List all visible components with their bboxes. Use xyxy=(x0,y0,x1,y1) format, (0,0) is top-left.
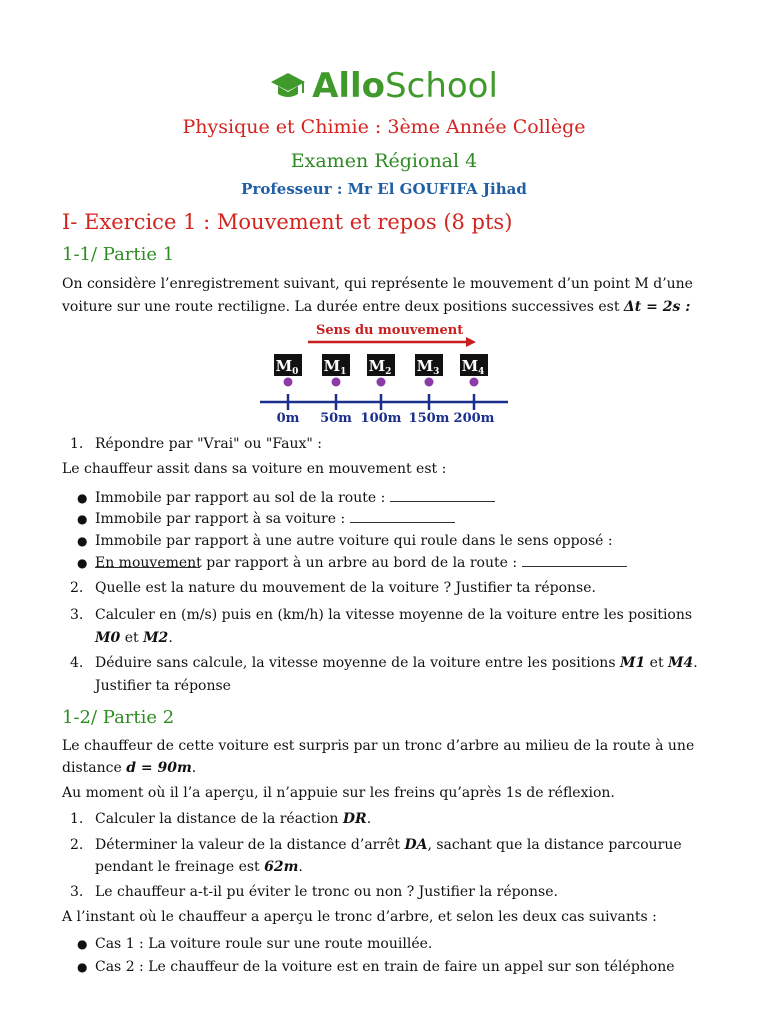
answer-blank-1[interactable] xyxy=(390,489,495,502)
answer-blank-2[interactable] xyxy=(350,510,455,523)
q3-number: 3. xyxy=(70,607,84,623)
tick-label: 150m xyxy=(408,411,450,426)
p2-q2-number: 2. xyxy=(70,837,84,853)
bullet-3: Immobile par rapport à une autre voiture qui roule dans le sens opposé : xyxy=(95,530,715,576)
q1-text: Répondre par "Vrai" ou "Faux" : xyxy=(95,436,322,452)
position-dot xyxy=(377,378,386,387)
q1-context: Le chauffeur assit dans sa voiture en mouvement est : xyxy=(62,461,447,477)
logo-school: School xyxy=(385,66,498,106)
q4-justify: Justifier ta réponse xyxy=(95,678,231,694)
bullet-icon: ● xyxy=(77,960,88,974)
answer-blank-4[interactable] xyxy=(522,554,627,567)
case-2: Cas 2 : Le chauffeur de la voiture est en train de faire un appel sur son téléphone xyxy=(95,959,675,975)
bullet-icon: ● xyxy=(77,534,88,548)
case-1: Cas 1 : La voiture roule sur une route mouillée. xyxy=(95,936,433,952)
part2-title: 1-2/ Partie 2 xyxy=(62,707,175,728)
p2-q2-text: Déterminer la valeur de la distance d’arrêt DA, sachant que la distance parcourue xyxy=(95,837,682,853)
part2-text3: A l’instant où le chauffeur a aperçu le tronc d’arbre, et selon les deux cas suivants : xyxy=(62,909,657,925)
position-dot xyxy=(470,378,479,387)
q4-number: 4. xyxy=(70,655,84,671)
bullet-1: Immobile par rapport au sol de la route : xyxy=(95,487,715,510)
bullet-icon: ● xyxy=(77,491,88,505)
position-label: $M_3$ xyxy=(416,357,440,377)
bullet-icon: ● xyxy=(77,937,88,951)
position-dot xyxy=(425,378,434,387)
bullet-icon: ● xyxy=(77,556,88,570)
position-dot xyxy=(332,378,341,387)
part1-intro-line1: On considère l’enregistrement suivant, qui représente le mouvement d’un point M d’une xyxy=(62,276,693,292)
exercise-title: I- Exercice 1 : Mouvement et repos (8 pts) xyxy=(62,210,513,234)
q2-text: Quelle est la nature du mouvement de la voiture ? Justifier ta réponse. xyxy=(95,580,596,596)
bullet-2: Immobile par rapport à sa voiture : xyxy=(95,508,715,531)
tick-label: 100m xyxy=(360,411,402,426)
p2-q3-text: Le chauffeur a-t-il pu éviter le tronc ou non ? Justifier la réponse. xyxy=(95,884,558,900)
teacher-name: Professeur : Mr El GOUFIFA Jihad xyxy=(241,180,527,198)
logo-allo: Allo xyxy=(312,66,386,106)
q3-positions: M0 et M2. xyxy=(95,630,173,646)
graduation-cap-icon xyxy=(270,71,306,101)
position-label: $M_4$ xyxy=(461,357,485,377)
delta-t-formula: Δt = 2s : xyxy=(623,299,691,315)
p2-q2-cont: pendant le freinage est 62m. xyxy=(95,859,303,875)
arrow-label: Sens du mouvement xyxy=(316,323,464,338)
exam-title: Examen Régional 4 xyxy=(290,150,478,172)
p2-q1-number: 1. xyxy=(70,811,84,827)
motion-diagram xyxy=(260,318,520,428)
alloschool-logo xyxy=(0,64,768,108)
q2-number: 2. xyxy=(70,580,84,596)
position-label: $M_0$ xyxy=(275,357,299,377)
part1-intro-line2: voiture sur une route rectiligne. La durée entre deux positions successives est Δt = 2s : xyxy=(62,299,691,315)
position-dot xyxy=(284,378,293,387)
part1-title: 1-1/ Partie 1 xyxy=(62,244,175,265)
p2-q3-number: 3. xyxy=(70,884,84,900)
q1-number: 1. xyxy=(70,436,84,452)
position-label: $M_2$ xyxy=(368,357,392,377)
q4-text: Déduire sans calcule, la vitesse moyenne de la voiture entre les positions M1 et M4. xyxy=(95,655,698,671)
bullet-icon: ● xyxy=(77,512,88,526)
direction-arrowhead xyxy=(466,337,476,347)
tick-label: 50m xyxy=(320,411,352,426)
tick-label: 200m xyxy=(453,411,495,426)
part2-text1-line1: Le chauffeur de cette voiture est surpris par un tronc d’arbre au milieu de la route à une xyxy=(62,738,695,754)
position-label: $M_1$ xyxy=(323,357,347,377)
bullet-4: En mouvement par rapport à un arbre au bord de la route : xyxy=(95,552,715,575)
p2-q1-text: Calculer la distance de la réaction DR. xyxy=(95,811,372,827)
part2-text1-line2: distance d = 90m. xyxy=(62,760,197,776)
tick-label: 0m xyxy=(276,411,300,426)
part2-text2: Au moment où il l’a aperçu, il n’appuie sur les freins qu’après 1s de réflexion. xyxy=(62,785,615,801)
q3-text: Calculer en (m/s) puis en (km/h) la vitesse moyenne de la voiture entre les positions xyxy=(95,607,693,623)
subject-title: Physique et Chimie : 3ème Année Collège xyxy=(182,116,586,138)
